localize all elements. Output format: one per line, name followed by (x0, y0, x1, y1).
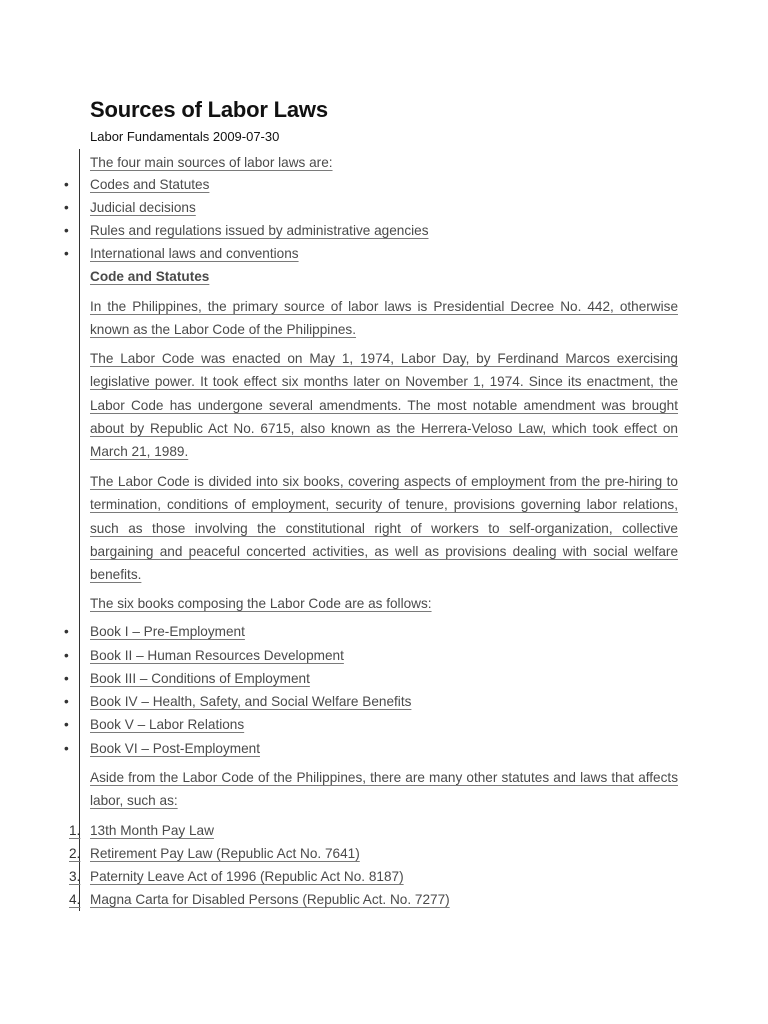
bullet-icon: • (64, 671, 69, 686)
numbered-item-text: 13th Month Pay Law (90, 823, 214, 838)
bullet-icon: • (64, 717, 69, 732)
item-number: 4. (69, 892, 81, 907)
bullet-icon: • (64, 741, 69, 756)
item-number: 3. (69, 869, 81, 884)
numbered-item-text: Retirement Pay Law (Republic Act No. 7641) (90, 846, 360, 861)
paragraph: The Labor Code was enacted on May 1, 1974, Labor Day, by Ferdinand Marcos exercising legislative power. It took effect six months later on November 1, 1974. Since its enactment, the Labor Code has undergone several amendments. The most notable amendment was brought about by Republic Act No. 6715, also known as the Herrera-Veloso Law, which took effect on March 21, 1989. (90, 351, 678, 460)
numbered-item (64, 819, 684, 842)
bullet-icon: • (64, 694, 69, 709)
list-item (64, 667, 684, 690)
list-item-text: Book II – Human Resources Development (90, 648, 344, 663)
list-item (64, 620, 684, 643)
intro-text: The four main sources of labor laws are: (90, 155, 333, 170)
list-item-text: Book V – Labor Relations (90, 717, 245, 732)
bullet-icon: • (64, 246, 69, 261)
list-item (64, 173, 684, 196)
list-item (64, 644, 684, 667)
list-item (64, 219, 684, 242)
numbered-item-text: Magna Carta for Disabled Persons (Republic Act. No. 7277) (90, 892, 450, 907)
bullet-icon: • (64, 177, 69, 192)
books-intro: The six books composing the Labor Code are as follows: (90, 596, 432, 611)
list-item-text: Codes and Statutes (90, 177, 210, 192)
section-heading: Code and Statutes (90, 269, 210, 284)
list-item-text: Book IV – Health, Safety, and Social Welfare Benefits (90, 694, 412, 709)
item-number: 1. (69, 823, 81, 838)
bullet-icon: • (64, 223, 69, 238)
paragraph: In the Philippines, the primary source of labor laws is Presidential Decree No. 442, otherwise known as the Labor Code of the Philippines. (90, 299, 678, 338)
other-laws-intro: Aside from the Labor Code of the Philippines, there are many other statutes and laws that affects labor, such as: (90, 770, 678, 809)
numbered-item (64, 842, 684, 865)
document-subtitle: Labor Fundamentals 2009-07-30 (90, 129, 280, 144)
numbered-item-text: Paternity Leave Act of 1996 (Republic Act No. 8187) (90, 869, 404, 884)
list-item-text: Rules and regulations issued by administrative agencies (90, 223, 429, 238)
list-item-text: Book VI – Post-Employment (90, 741, 260, 756)
bullet-icon: • (64, 200, 69, 215)
bullet-icon: • (64, 648, 69, 663)
list-item (64, 196, 684, 219)
list-item (64, 242, 684, 265)
document-title: Sources of Labor Laws (90, 97, 328, 122)
numbered-item (64, 865, 684, 888)
list-item (64, 690, 684, 713)
list-item (64, 713, 684, 736)
list-item-text: International laws and conventions (90, 246, 299, 261)
bullet-icon: • (64, 624, 69, 639)
list-item-text: Book III – Conditions of Employment (90, 671, 310, 686)
list-item (64, 737, 684, 760)
list-item-text: Book I – Pre-Employment (90, 624, 245, 639)
paragraph: The Labor Code is divided into six books, covering aspects of employment from the pre-hiring to termination, conditions of employment, security of tenure, provisions governing labor relations, such as those involving the constitutional right of workers to self-organization, collective bargaining and peaceful concerted activities, as well as provisions dealing with social welfare benefits. (90, 474, 678, 583)
numbered-item (64, 888, 684, 911)
item-number: 2. (69, 846, 81, 861)
list-item-text: Judicial decisions (90, 200, 196, 215)
